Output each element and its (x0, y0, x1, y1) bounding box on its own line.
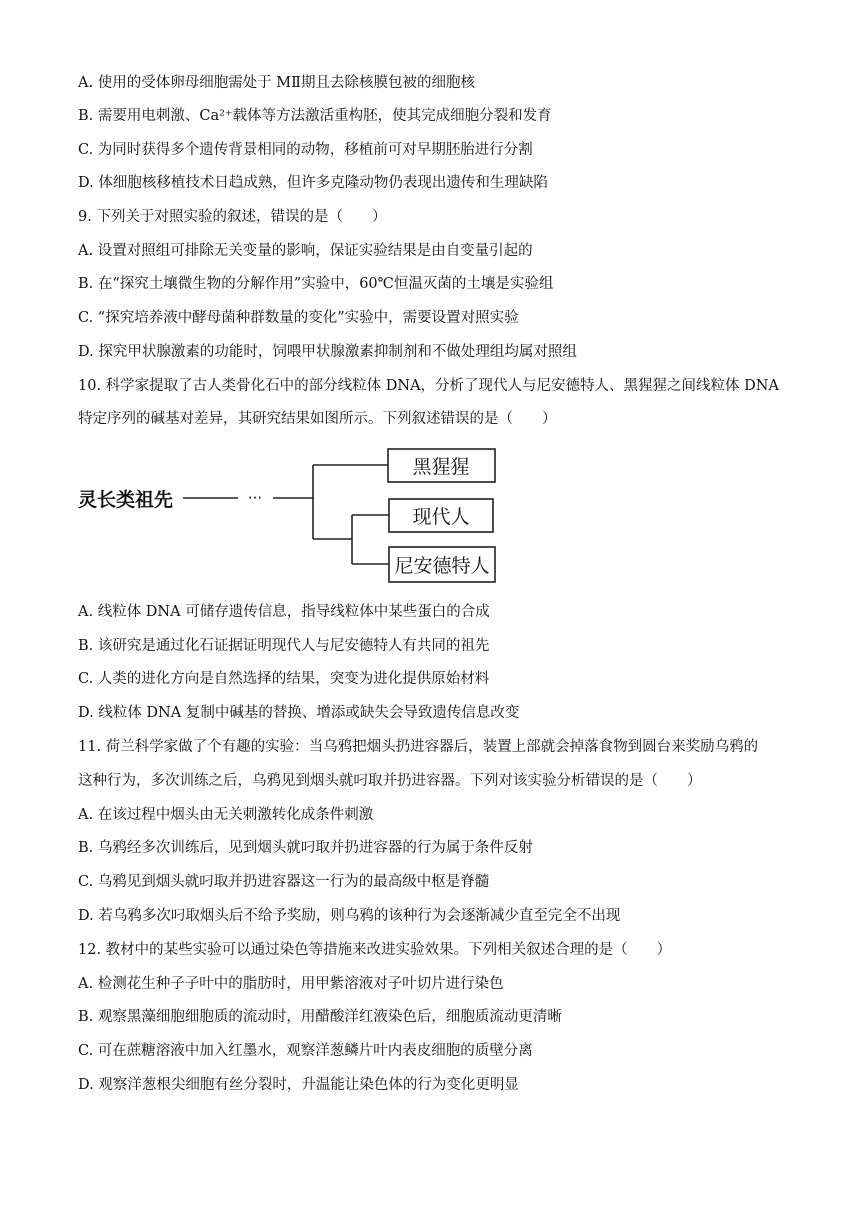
leaf-modern-human: 现代人 (412, 506, 470, 528)
leaf-neanderthal: 尼安德特人 (394, 555, 490, 577)
option-10a: A. 线粒体 DNA 可储存遗传信息，指导线粒体中某些蛋白的合成 (78, 604, 490, 620)
option-12b: B. 观察黑藻细胞细胞质的流动时，用醋酸洋红液染色后，细胞质流动更清晰 (78, 1009, 562, 1025)
option-11b: B. 乌鸦经多次训练后，见到烟头就叼取并扔进容器的行为属于条件反射 (78, 840, 533, 856)
leaf-chimpanzee: 黑猩猩 (412, 456, 470, 478)
option-8b: B. 需要用电刺激、Ca²⁺载体等方法激活重构胚，使其完成细胞分裂和发育 (78, 108, 552, 124)
option-12d: D. 观察洋葱根尖细胞有丝分裂时，升温能让染色体的行为变化更明显 (78, 1077, 519, 1093)
option-10d: D. 线粒体 DNA 复制中碱基的替换、增添或缺失会导致遗传信息改变 (78, 705, 520, 721)
question-10-stem-line2: 特定序列的碱基对差异，其研究结果如图所示。下列叙述错误的是（ ） (78, 411, 557, 427)
question-11-stem-line1: 11. 荷兰科学家做了个有趣的实验：当乌鸦把烟头扔进容器后，装置上部就会掉落食物到圆台来奖励乌鸦的 (78, 739, 759, 755)
option-11a: A. 在该过程中烟头由无关刺激转化成条件刺激 (78, 807, 374, 823)
question-11-stem-line2: 这种行为，多次训练之后，乌鸦见到烟头就叼取并扔进容器。下列对该实验分析错误的是（ ） (78, 773, 702, 789)
option-10b: B. 该研究是通过化石证据证明现代人与尼安德特人有共同的祖先 (78, 638, 490, 654)
ellipsis-label: ··· (247, 489, 263, 507)
option-9c: C. “探究培养液中酵母菌种群数量的变化”实验中，需要设置对照实验 (78, 310, 519, 326)
option-11c: C. 乌鸦见到烟头就叼取并扔进容器这一行为的最高级中枢是脊髓 (78, 874, 490, 890)
option-11d: D. 若乌鸦多次叼取烟头后不给予奖励，则乌鸦的该种行为会逐渐减少直至完全不出现 (78, 908, 621, 924)
question-9-stem: 9. 下列关于对照实验的叙述，错误的是（ ） (78, 209, 387, 225)
option-9b: B. 在“探究土壤微生物的分解作用”实验中，60℃恒温灭菌的土壤是实验组 (78, 276, 554, 292)
option-8a: A. 使用的受体卵母细胞需处于 MⅡ期且去除核膜包被的细胞核 (78, 75, 475, 91)
question-10-stem-line1: 10. 科学家提取了古人类骨化石中的部分线粒体 DNA，分析了现代人与尼安德特人、黑猩猩之间线粒体 DNA (78, 378, 779, 394)
question-12-stem: 12. 教材中的某些实验可以通过染色等措施来改进实验效果。下列相关叙述合理的是（ ） (78, 942, 672, 958)
option-12c: C. 可在蔗糖溶液中加入红墨水，观察洋葱鳞片叶内表皮细胞的质壁分离 (78, 1043, 533, 1059)
option-8d: D. 体细胞核移植技术日趋成熟，但许多克隆动物仍表现出遗传和生理缺陷 (78, 175, 548, 191)
option-9d: D. 探究甲状腺激素的功能时，饲喂甲状腺激素抑制剂和不做处理组均属对照组 (78, 344, 577, 360)
option-8c: C. 为同时获得多个遗传背景相同的动物，移植前可对早期胚胎进行分割 (78, 142, 533, 158)
option-10c: C. 人类的进化方向是自然选择的结果，突变为进化提供原始材料 (78, 671, 490, 687)
option-9a: A. 设置对照组可排除无关变量的影响，保证实验结果是由自变量引起的 (78, 243, 533, 259)
phylogeny-diagram (78, 443, 518, 588)
root-label: 灵长类祖先 (78, 489, 174, 511)
option-12a: A. 检测花生种子子叶中的脂肪时，用甲紫溶液对子叶切片进行染色 (78, 976, 504, 992)
